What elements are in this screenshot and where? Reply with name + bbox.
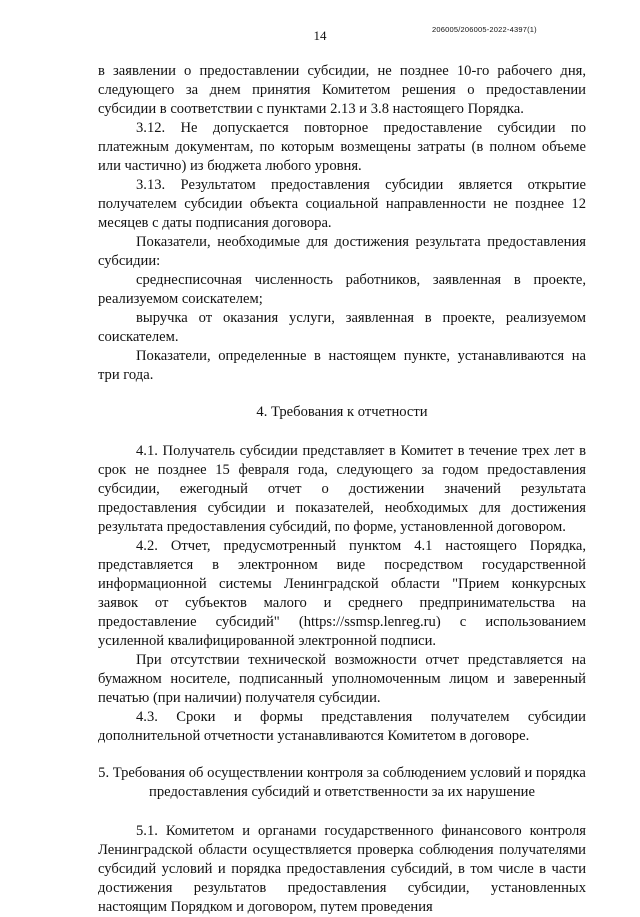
page-number: 14 bbox=[313, 28, 327, 43]
paragraph-5-1: 5.1. Комитетом и органами государственного финансового контроля Ленинградской области осуществляется проверка соблюдения получателями субсидий условий и порядка предоставления субсидий, в том числе в части достижения результатов предоставления субсидии, установленных настоящим Порядком и договором, путем проведения bbox=[98, 823, 586, 915]
section-heading-5: 5. Требования об осуществлении контроля за соблюдением условий и порядка предоставления субсидий и ответственности за их нарушение bbox=[98, 765, 586, 800]
paragraph-paper-report: При отсутствии технической возможности отчет представляется на бумажном носителе, подписанный уполномоченным лицом и заверенный печатью (при наличии) получателя субсидии. bbox=[98, 652, 586, 706]
paragraph-4-3: 4.3. Сроки и формы представления получателем субсидии дополнительной отчетности устанавливаются Комитетом в договоре. bbox=[98, 709, 586, 744]
paragraph-indicators-period: Показатели, определенные в настоящем пункте, устанавливаются на три года. bbox=[98, 348, 586, 383]
paragraph-4-1: 4.1. Получатель субсидии представляет в Комитет в течение трех лет в срок не позднее 15 февраля года, следующего за годом предоставления субсидии, ежегодный отчет о достижении значений результата предоставления субсидии и показателей, необходимых для достижения результата предоставления субсидий, по форме, установленной договором. bbox=[98, 443, 586, 535]
document-body bbox=[98, 62, 586, 917]
paragraph-indicators: Показатели, необходимые для достижения результата предоставления субсидии: bbox=[98, 234, 586, 269]
paragraph-headcount: среднесписочная численность работников, заявленная в проекте, реализуемом соискателем; bbox=[98, 272, 586, 307]
section-heading-4: 4. Требования к отчетности bbox=[256, 404, 428, 420]
paragraph: в заявлении о предоставлении субсидии, не позднее 10-го рабочего дня, следующего за днем принятия Комитетом решения о предоставлении субсидии в соответствии с пунктами 2.13 и 3.8 настоящего Порядка. bbox=[98, 63, 586, 117]
paragraph-3-13: 3.13. Результатом предоставления субсидии является открытие получателем субсидии объекта социальной направленности не позднее 12 месяцев с даты подписания договора. bbox=[98, 177, 586, 231]
paragraph-revenue: выручка от оказания услуги, заявленная в проекте, реализуемом соискателем. bbox=[98, 310, 586, 345]
paragraph-4-2: 4.2. Отчет, предусмотренный пунктом 4.1 настоящего Порядка, представляется в электронном виде посредством государственной информационной системы Ленинградской области "Прием конкурсных заявок от субъектов малого и среднего предпринимательства на предоставление субсидий" (https://ssmsp.lenreg.ru) с использованием усиленной квалифицированной электронной подписи. bbox=[98, 538, 586, 649]
paragraph-3-12: 3.12. Не допускается повторное предоставление субсидии по платежным документам, по которым возмещены затраты (в полном объеме или частично) из бюджета любого уровня. bbox=[98, 120, 586, 174]
document-code: 206005/206005-2022-4397(1) bbox=[432, 25, 537, 34]
